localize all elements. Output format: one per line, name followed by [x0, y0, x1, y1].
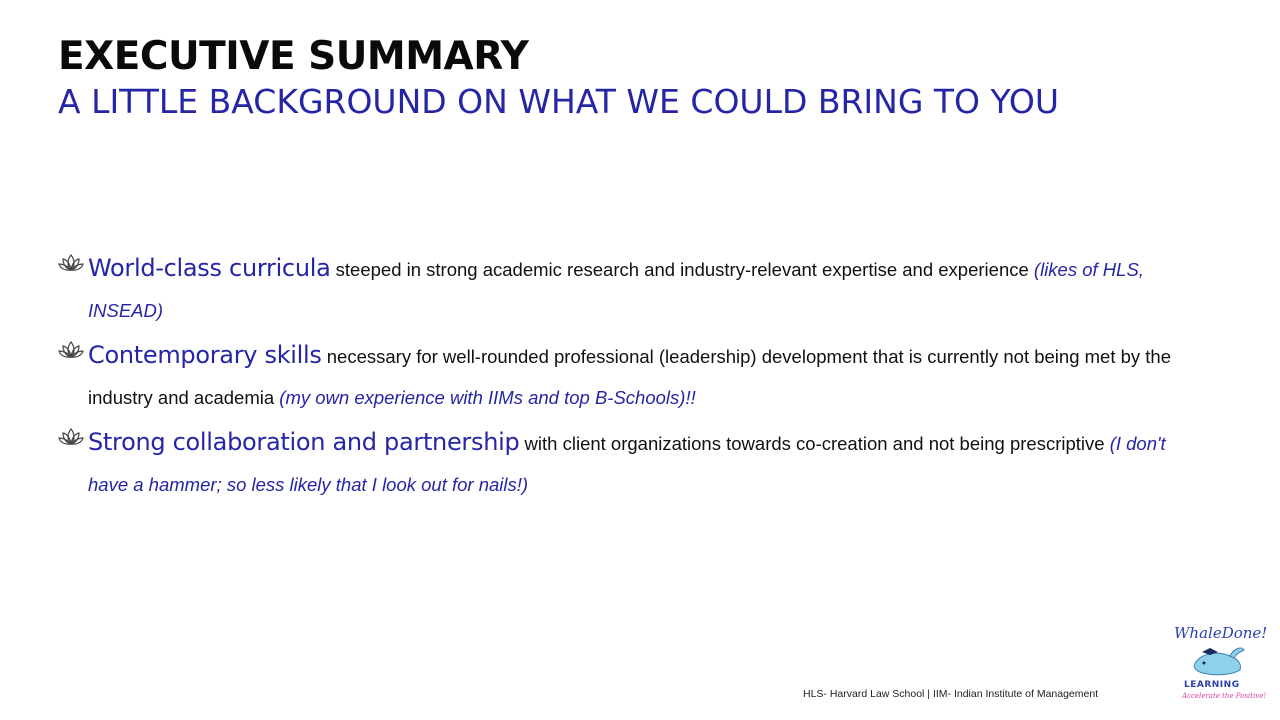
company-logo	[1172, 624, 1268, 708]
bullet-lead: Strong collaboration and partnership	[88, 428, 520, 456]
bullet-list	[58, 248, 1198, 509]
footer-note: HLS- Harvard Law School | IIM- Indian Institute of Management	[803, 688, 1099, 700]
bullet-lead: World-class curricula	[88, 254, 331, 282]
bullet-body: with client organizations towards co-creation and not being prescriptive	[519, 433, 1110, 454]
slide-subtitle: A LITTLE BACKGROUND ON WHAT WE COULD BRING TO YOU	[58, 82, 1060, 121]
bullet-note: (my own experience with IIMs and top B-Schools)	[279, 387, 686, 408]
bullet-body: necessary for well-rounded professional (leadership) development that is currently not being met by the industry and academia	[88, 346, 1172, 408]
lotus-icon	[58, 422, 86, 450]
lotus-icon	[58, 335, 86, 363]
lotus-icon	[58, 248, 86, 276]
bullet-item-curricula	[58, 248, 1198, 331]
bullet-tail: !!	[685, 387, 696, 408]
bullet-body: steeped in strong academic research and industry-relevant expertise and experience	[330, 259, 1034, 280]
bullet-note: (likes of HLS, INSEAD)	[88, 259, 1144, 321]
whale-icon	[1190, 644, 1246, 680]
bullet-note: (I don't have a hammer; so less likely that I look out for nails!)	[88, 433, 1166, 495]
logo-script-text: WhaleDone!	[1174, 624, 1268, 642]
logo-word: LEARNING	[1184, 680, 1240, 690]
bullet-item-skills	[58, 335, 1198, 418]
slide-title: EXECUTIVE SUMMARY	[58, 34, 529, 79]
bullet-item-collaboration	[58, 422, 1198, 505]
bullet-lead: Contemporary skills	[88, 341, 322, 369]
logo-tagline: Accelerate the Positive!	[1182, 692, 1267, 700]
